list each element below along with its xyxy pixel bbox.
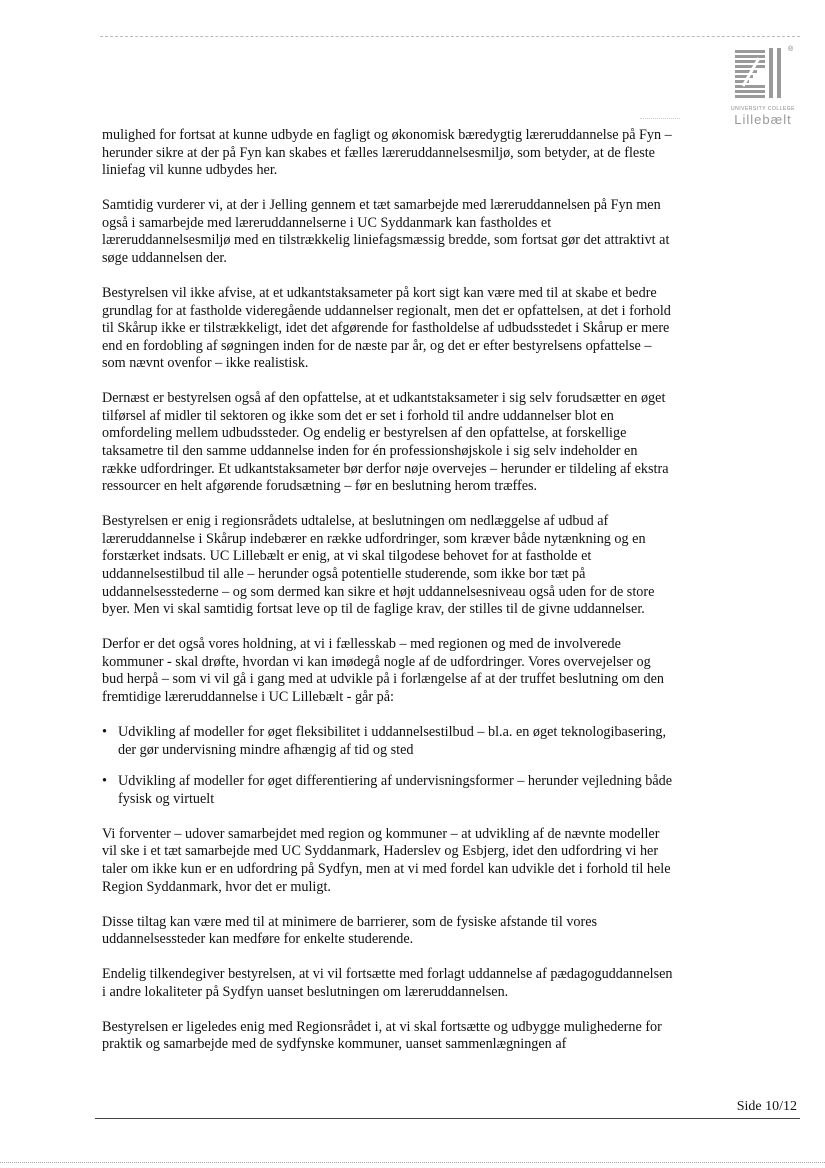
paragraph: Dernæst er bestyrelsen også af den opfattelse, at et udkantstaksameter i sig selv forudsætter en øget tilførsel af midler til sektoren og ikke som det er set i forhold til andre uddannelser blot en omfordeling mellem udbudssteder. Og endelig er bestyrelsen af den opfattelse, at forskellige taksametre til den samme uddannelse inden for én professionshøjskole i sig selv indeholder en række udfordringer. Et udkantstaksameter bør derfor nøje overvejes – herunder er tildeling af ekstra ressourcer en helt afgørende forudsætning – før en beslutning herom træffes. [102,390,669,495]
paragraph: Disse tiltag kan være med til at minimere de barrierer, som de fysiske afstande til vores uddannelsessteder kan medføre for enkelte studerende. [102,913,598,948]
bullet-list [102,724,674,808]
paragraph: Samtidig vurderer vi, at der i Jelling gennem et tæt samarbejde med læreruddannelsen på Fyn men også i samarbejde med læreruddannelserne i UC Syddanmark kan fastholdes et læreruddannelsesmiljø med en tilstrækkelig liniefagsmæssig bredde, som fortsat gør det attraktivt at søge uddannelsen der. [102,197,670,266]
page-number: Side 10/12 [736,1099,797,1114]
ucl-logo-mark-icon [733,46,785,102]
paragraph: mulighed for fortsat at kunne udbyde en fagligt og økonomisk bæredygtig læreruddannelse på Fyn – herunder sikre at der på Fyn kan skabes et fælles læreruddannelsesmiljø, som betyder, at de fleste liniefag vil kunne udbydes her. [102,127,672,179]
bullet-icon: • [102,723,107,740]
paragraph: Bestyrelsen er enig i regionsrådets udtalelse, at beslutningen om nedlæggelse af udbud af læreruddannelse i Skårup indebærer en række udfordringer, som kræver både nytænkning og en forstærket indsats. UC Lillebælt er enig, at vi skal tilgodese behovet for at fastholde et uddannelsestilbud til alle – herunder også potentielle studerende, som ikke bor tæt på uddannelsesstederne – og som dermed kan sikre et højt uddannelsesniveau også uden for de store byer. Men vi skal samtidig fortsat leve op til de faglige krav, der stilles til de givne uddannelser. [102,513,655,618]
footer-rule [95,1118,800,1119]
ucl-logo [728,46,798,130]
list-item [102,723,674,759]
top-scan-rule [100,36,800,37]
document-body [102,127,674,1071]
paragraph: Vi forventer – udover samarbejdet med region og kommuner – at udvikling af de nævnte modeller vil ske i et tæt samarbejde med UC Syddanmark, Haderslev og Esbjerg, idet den udfordring vi her taler om ikke kun er en udfordring på Sydfyn, men at vi med fordel kan udvikle det i forhold til hele Region Syddanmark, hvor det er muligt. [102,825,671,895]
logo-name: Lillebælt [734,112,792,127]
paragraph: Endelig tilkendegiver bestyrelsen, at vi vil fortsætte med forlagt uddannelse af pædagoguddannelsen i andre lokaliteter på Sydfyn uanset beslutningen om læreruddannelsen. [102,966,673,1000]
header-dotted-mark [640,118,680,119]
logo-subtitle: UNIVERSITY COLLEGE [731,106,795,112]
paragraph: Bestyrelsen vil ikke afvise, at et udkantstaksameter på kort sigt kan være med til at skabe et bedre grundlag for at fastholde videregående uddannelser regionalt, men det er opfattelsen, at det i forhold til Skårup ikke er tilstrækkeligt, idet det afgørende for fastholdelse af udbudsstedet i Skårup er mere end en fordobling af søgningen inden for de næste par år, og det er efter bestyrelsens opfattelse – som nævnt ovenfor – ikke realistisk. [102,284,671,372]
registered-mark: ® [788,46,794,53]
paragraph: Bestyrelsen er ligeledes enig med Regionsrådet i, at vi skal fortsætte og udbygge mulighederne for praktik og samarbejde med de sydfynske kommuner, uanset sammenlægningen af [102,1018,662,1053]
bullet-icon: • [102,773,107,790]
list-item [102,773,674,808]
list-item-text: Udvikling af modeller for øget fleksibilitet i uddannelsestilbud – bl.a. en øget teknologibasering, der gør undervisning mindre afhængig af tid og sted [118,723,667,758]
paragraph: Derfor er det også vores holdning, at vi i fællesskab – med regionen og med de involverede kommuner - skal drøfte, hvordan vi kan imødegå nogle af de udfordringer. Vores overvejelser og bud herpå – som vi vil gå i gang med at udvikle på i forlængelse af at der truffet beslutning om den fremtidige læreruddannelse i UC Lillebælt - går på: [102,636,664,705]
bottom-scan-edge [0,1162,825,1163]
list-item-text: Udvikling af modeller for øget differentiering af undervisningsformer – herunder vejledning både fysisk og virtuelt [118,773,673,807]
